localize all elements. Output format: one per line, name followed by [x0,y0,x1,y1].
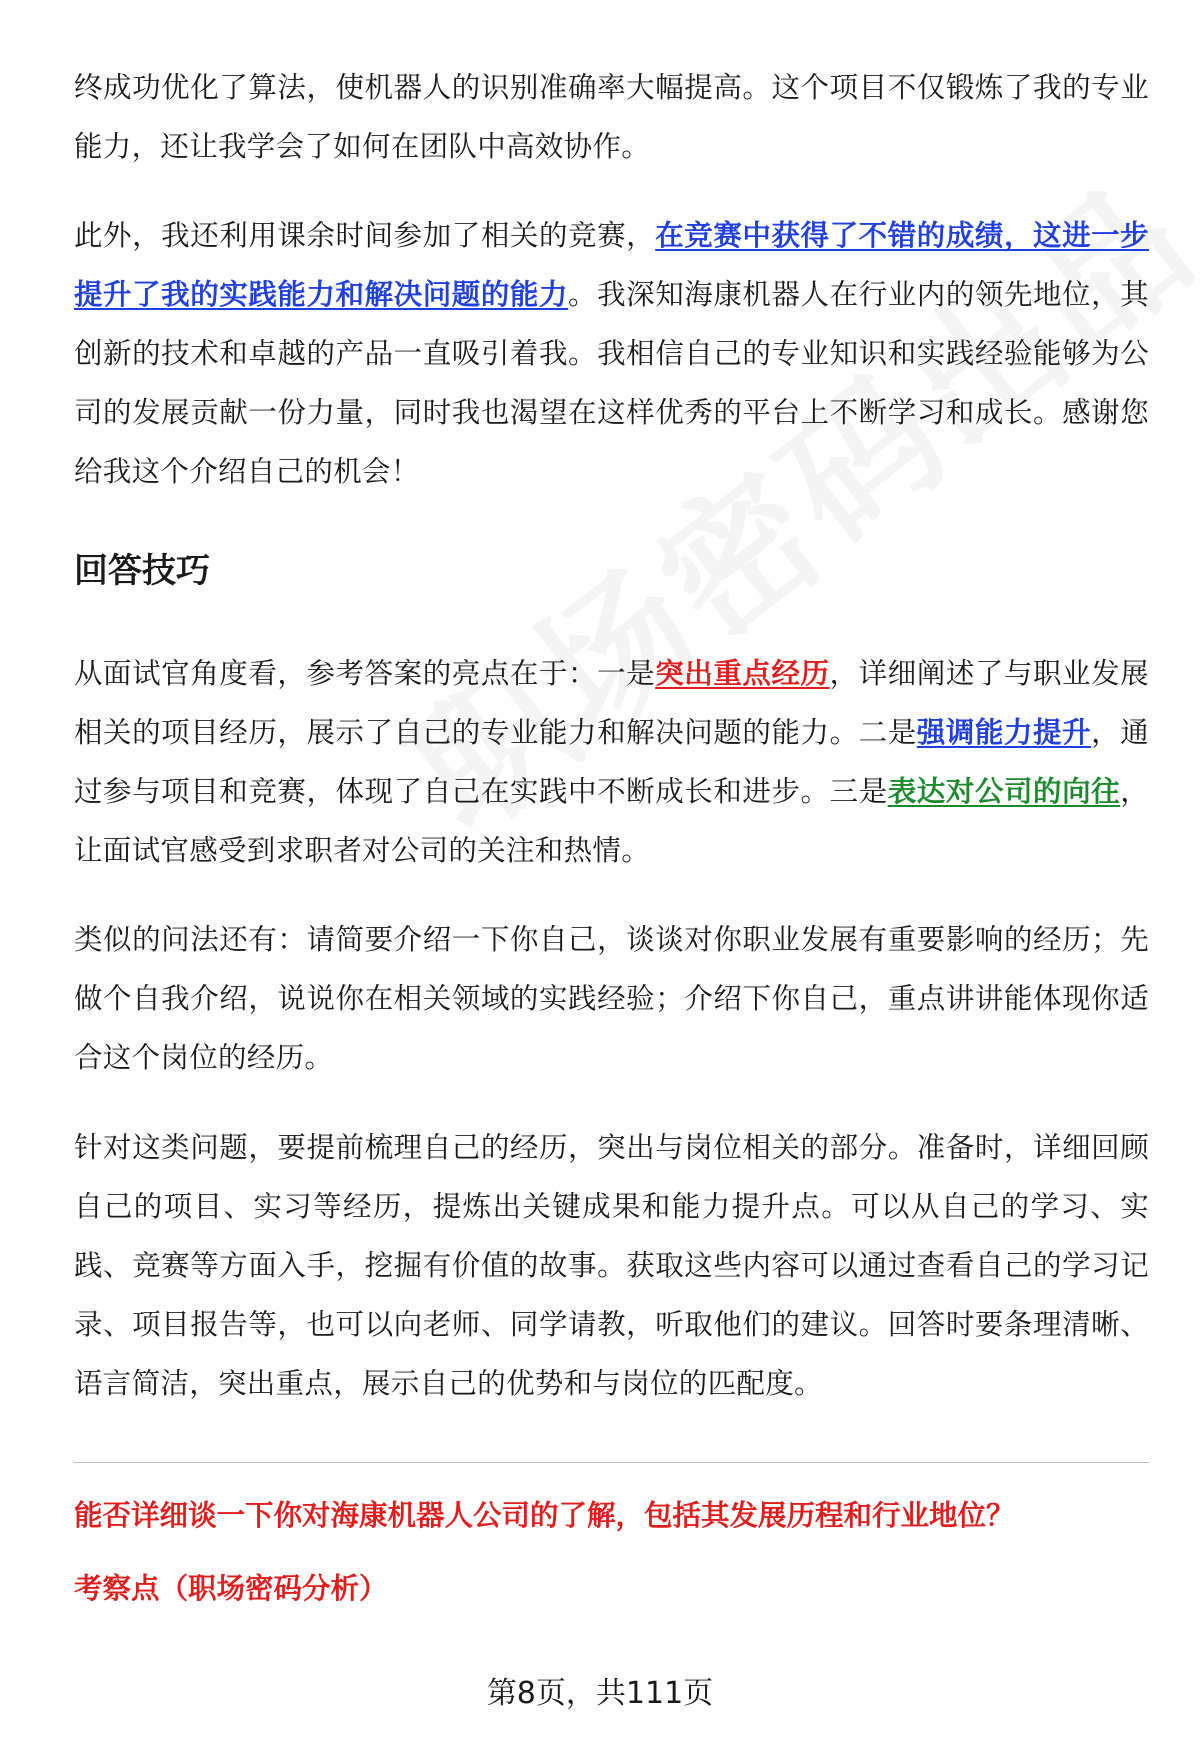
paragraph-3-text-1: 从面试官角度看，参考答案的亮点在于：一是 [74,657,656,690]
paragraph-2-text-after: 。我深知海康机器人在行业内的领先地位，其创新的技术和卓越的产品一直吸引着我。我相信自己的专业知识和实践经验能够为公司的发展贡献一份力量，同时我也渴望在这样优秀的平台上不断学习和成长。感谢您给我这个介绍自己的机会！ [74,278,1149,488]
paragraph-2 [74,206,1149,501]
highlight-company-aspiration: 表达对公司的向往 [887,775,1121,808]
paragraph-5: 针对这类问题，要提前梳理自己的经历，突出与岗位相关的部分。准备时，详细回顾自己的项目、实习等经历，提炼出关键成果和能力提升点。可以从自己的学习、实践、竞赛等方面入手，挖掘有价值的故事。获取这些内容可以通过查看自己的学习记录、项目报告等，也可以向老师、同学请教，听取他们的建议。回答时要条理清晰、语言简洁，突出重点，展示自己的优势和与岗位的匹配度。 [74,1131,1149,1400]
paragraph-3-text-2: ，详细阐述了与职业发展相关的项目经历，展示了自己的专业能力和解决问题的能力。二是 [74,657,1149,749]
paragraph-2-text-before: 此外，我还利用课余时间参加了相关的竞赛， [74,219,656,252]
divider [74,1462,1149,1463]
paragraph-4: 类似的问法还有：请简要介绍一下你自己，谈谈对你职业发展有重要影响的经历；先做个自我介绍，说说你在相关领域的实践经验；介绍下你自己，重点讲讲能体现你适合这个岗位的经历。 [74,923,1149,1074]
paragraph-1: 终成功优化了算法，使机器人的识别准确率大幅提高。这个项目不仅锻炼了我的专业能力，还让我学会了如何在团队中高效协作。 [74,71,1149,163]
section-heading: 回答技巧 [74,551,210,591]
paragraph-3-text-3: ，通过参与项目和竞赛，体现了自己在实践中不断成长和进步。三是 [74,716,1150,808]
page-footer: 第8页，共111页 [486,1676,714,1711]
paragraph-3 [74,644,1149,880]
next-subheading: 考察点（职场密码分析） [74,1572,388,1605]
paragraph-3-text-4: ，让面试官感受到求职者对公司的关注和热情。 [74,775,1149,867]
paragraph-2-highlight: 在竞赛中获得了不错的成绩，这进一步提升了我的实践能力和解决问题的能力 [74,219,1149,311]
next-question: 能否详细谈一下你对海康机器人公司的了解，包括其发展历程和行业地位？ [74,1499,1015,1532]
highlight-key-experience: 突出重点经历 [655,657,830,690]
highlight-ability-improvement: 强调能力提升 [916,716,1092,749]
